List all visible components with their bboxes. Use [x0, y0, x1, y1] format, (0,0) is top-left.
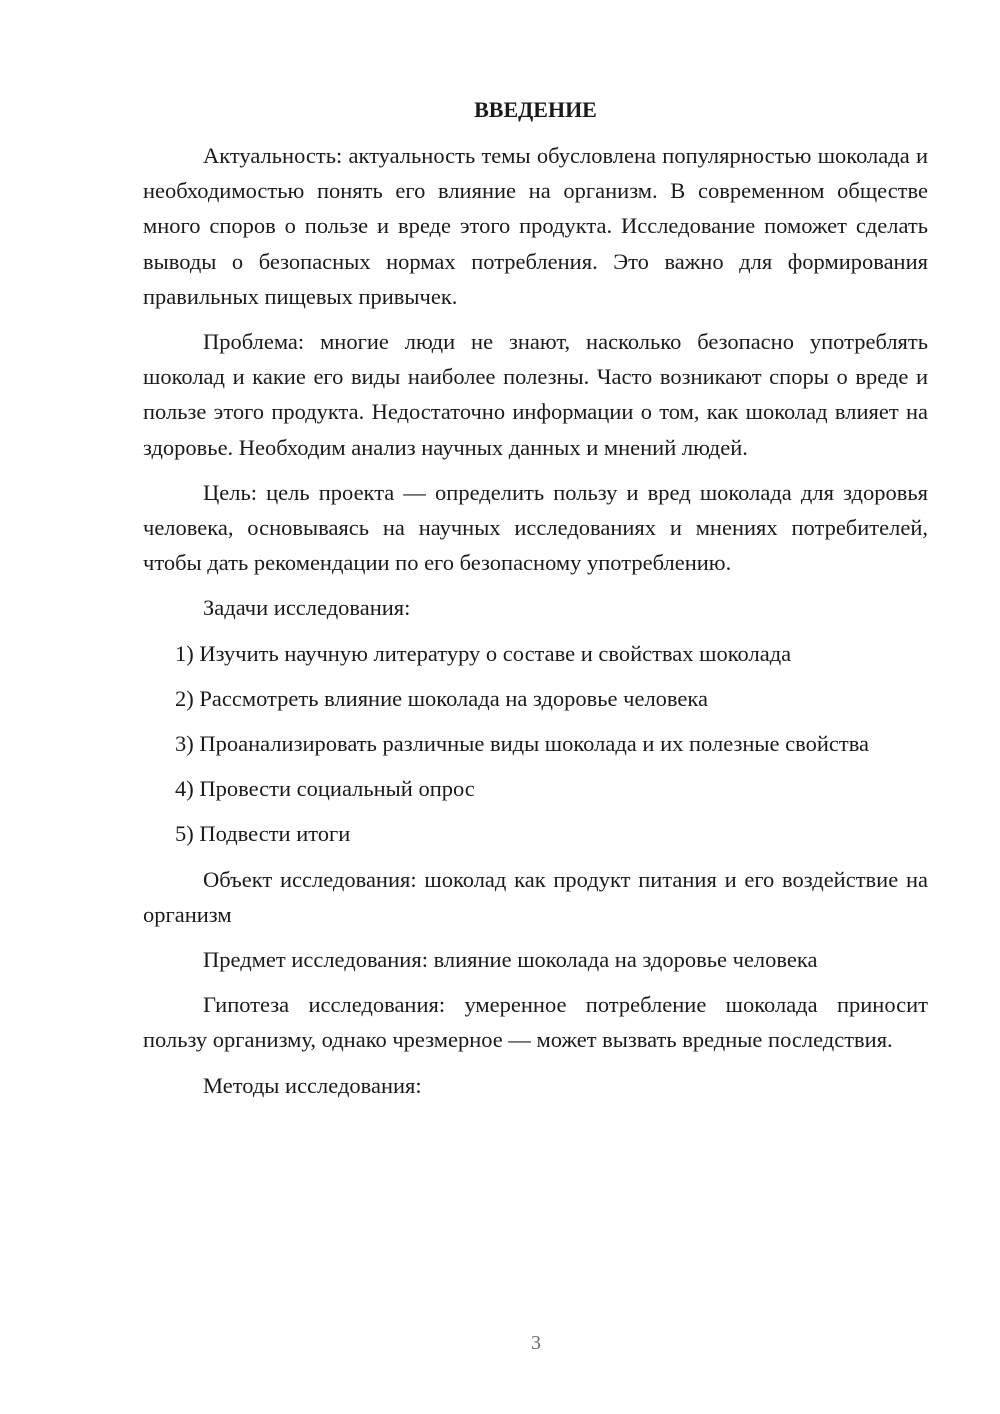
- problem-paragraph: Проблема: многие люди не знают, насколько безопасно употреблять шоколад и какие его виды наиболее полезны. Часто возникают споры о вреде и пользе этого продукта. Недостаточно информации о том, как шоколад влияет на здоровье. Необходим анализ научных данных и мнений людей.: [143, 329, 928, 460]
- document-page: [143, 94, 928, 1113]
- hypothesis-paragraph: Гипотеза исследования: умеренное потребление шоколада приносит пользу организму, однако чрезмерное — может вызвать вредные последствия.: [143, 992, 928, 1053]
- task-item-2: 2) Рассмотреть влияние шоколада на здоровье человека: [175, 685, 708, 711]
- relevance-paragraph: Актуальность: актуальность темы обусловлена популярностью шоколада и необходимостью понять его влияние на организм. В современном обществе много споров о пользе и вреде этого продукта. Исследование поможет сделать выводы о безопасных нормах потребления. Это важно для формирования правильных пищевых привычек.: [143, 143, 928, 309]
- tasks-title: Задачи исследования:: [203, 595, 411, 621]
- object-paragraph: Объект исследования: шоколад как продукт питания и его воздействие на организм: [143, 866, 928, 927]
- task-item-5: 5) Подвести итоги: [175, 821, 351, 847]
- methods-title: Методы исследования:: [203, 1072, 422, 1098]
- page-number: 3: [531, 1332, 541, 1354]
- task-item-4: 4) Провести социальный опрос: [175, 776, 475, 802]
- task-item-3: 3) Проанализировать различные виды шоколада и их полезные свойства: [175, 731, 870, 757]
- section-heading: ВВЕДЕНИЕ: [474, 97, 597, 122]
- subject-paragraph: Предмет исследования: влияние шоколада на здоровье человека: [203, 947, 818, 973]
- task-item-1: 1) Изучить научную литературу о составе и свойствах шоколада: [175, 640, 792, 666]
- goal-paragraph: Цель: цель проекта — определить пользу и вред шоколада для здоровья человека, основываясь на научных исследованиях и мнениях потребителей, чтобы дать рекомендации по его безопасному употреблению.: [143, 479, 928, 576]
